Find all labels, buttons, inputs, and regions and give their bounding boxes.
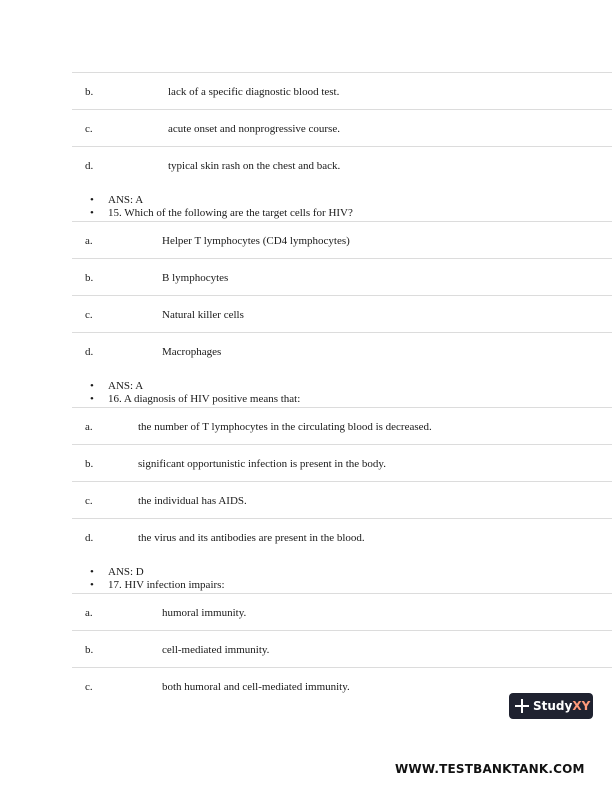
option-letter: c. bbox=[85, 123, 93, 135]
bullet: • bbox=[90, 566, 94, 578]
bullet: • bbox=[90, 194, 94, 206]
option-row bbox=[72, 518, 612, 556]
option-row bbox=[72, 332, 612, 370]
option-letter: b. bbox=[85, 272, 94, 284]
logo-name: Study bbox=[533, 699, 573, 713]
option-text: humoral immunity. bbox=[162, 607, 247, 619]
option-text: Helper T lymphocytes (CD4 lymphocytes) bbox=[162, 235, 350, 247]
plus-icon bbox=[515, 699, 529, 713]
bullet: • bbox=[90, 579, 94, 591]
option-row bbox=[72, 221, 612, 259]
option-text: both humoral and cell-mediated immunity. bbox=[162, 681, 350, 693]
logo-suffix: XY bbox=[572, 699, 591, 713]
option-text: significant opportunistic infection is present in the body. bbox=[138, 458, 386, 470]
bullet: • bbox=[90, 380, 94, 392]
bullet: • bbox=[90, 393, 94, 405]
option-letter: b. bbox=[85, 644, 94, 656]
option-row bbox=[72, 593, 612, 631]
bullet: • bbox=[90, 207, 94, 219]
answer-text: ANS: A bbox=[108, 194, 144, 206]
option-text: B lymphocytes bbox=[162, 272, 229, 284]
studyxy-logo bbox=[509, 693, 593, 719]
option-row bbox=[72, 295, 612, 333]
option-letter: a. bbox=[85, 607, 93, 619]
option-letter: c. bbox=[85, 495, 93, 507]
answer-text: ANS: A bbox=[108, 380, 144, 392]
option-text: Natural killer cells bbox=[162, 309, 244, 321]
option-row bbox=[72, 407, 612, 445]
option-letter: c. bbox=[85, 681, 93, 693]
option-text: the virus and its antibodies are present in the blood. bbox=[138, 532, 365, 544]
option-letter: a. bbox=[85, 421, 93, 433]
option-text: the number of T lymphocytes in the circulating blood is decreased. bbox=[138, 421, 432, 433]
option-letter: a. bbox=[85, 235, 93, 247]
option-letter: d. bbox=[85, 532, 94, 544]
option-row bbox=[72, 146, 612, 184]
option-text: the individual has AIDS. bbox=[138, 495, 247, 507]
option-text: typical skin rash on the chest and back. bbox=[168, 160, 341, 172]
option-row bbox=[72, 444, 612, 482]
option-letter: b. bbox=[85, 458, 94, 470]
option-row bbox=[72, 258, 612, 296]
question-text: 16. A diagnosis of HIV positive means that: bbox=[108, 393, 301, 405]
option-text: lack of a specific diagnostic blood test. bbox=[168, 86, 340, 98]
footer-url: WWW.TESTBANKTANK.COM bbox=[395, 762, 585, 776]
option-text: cell-mediated immunity. bbox=[162, 644, 270, 656]
option-row bbox=[72, 72, 612, 110]
option-letter: d. bbox=[85, 346, 94, 358]
logo-text bbox=[533, 699, 590, 713]
option-row bbox=[72, 109, 612, 147]
question-text: 17. HIV infection impairs: bbox=[108, 579, 225, 591]
option-row bbox=[72, 630, 612, 668]
option-row bbox=[72, 481, 612, 519]
option-letter: c. bbox=[85, 309, 93, 321]
question-text: 15. Which of the following are the target cells for HIV? bbox=[108, 207, 353, 219]
option-letter: d. bbox=[85, 160, 94, 172]
option-text: Macrophages bbox=[162, 346, 222, 358]
option-text: acute onset and nonprogressive course. bbox=[168, 123, 340, 135]
option-letter: b. bbox=[85, 86, 94, 98]
answer-text: ANS: D bbox=[108, 566, 144, 578]
